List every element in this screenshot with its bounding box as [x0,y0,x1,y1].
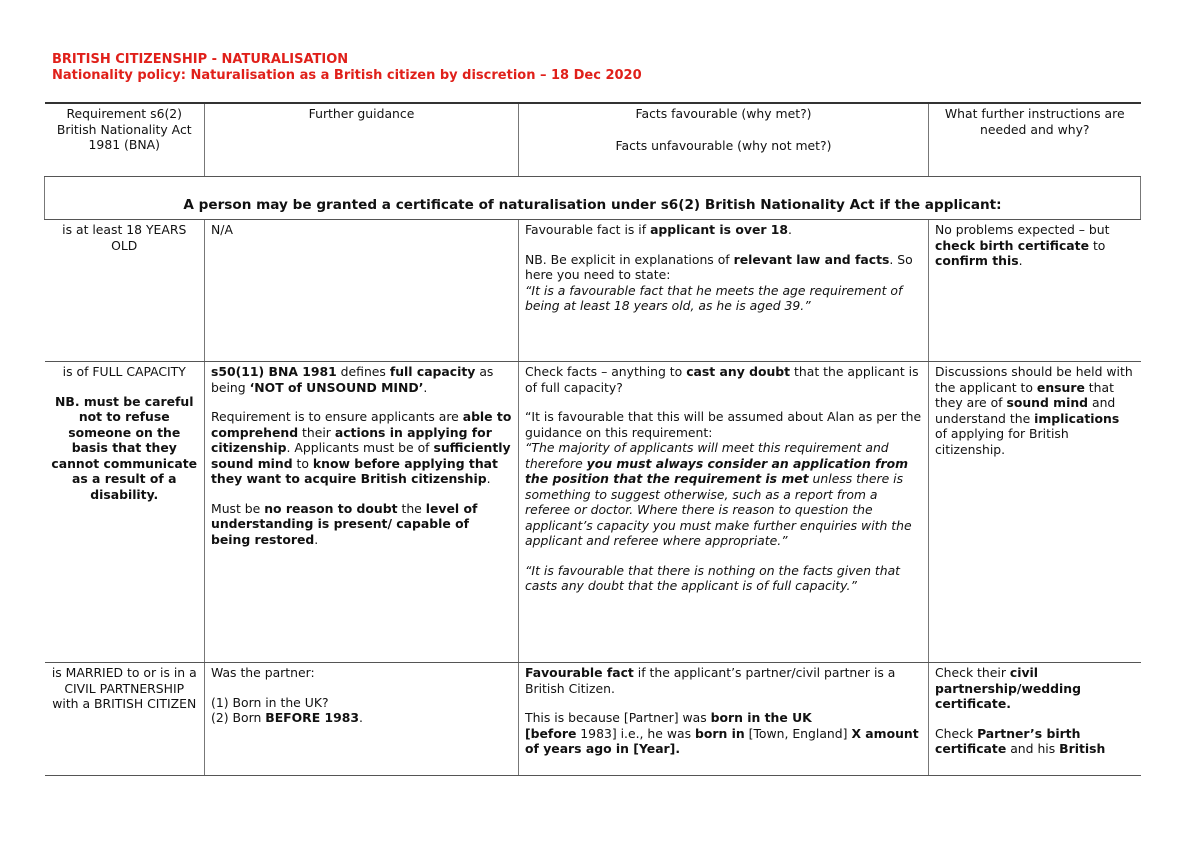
table-row-age [45,220,1141,362]
fm2-text-d: 1983] i.e., he was [576,725,695,741]
table-row-married [45,663,1141,776]
f2-italic-d: unless there is something to suggest otherwise, such as a report from a referee or doctor. Where there is reason to question the applicant’s capacity you must make further enquiries with the applicant and referee where appropriate.” [525,471,912,548]
i-text-e: and understand the [935,395,1116,426]
g2-text-c: their [298,424,335,440]
nb-age-line [525,252,922,283]
instr-age-bold1: check birth certificate [935,237,1089,253]
instr-age-text: No problems expected – but [935,222,1110,237]
instr-age-bold2: confirm this [935,253,1019,268]
requirement-age: is at least 18 YEARS OLD [45,220,205,362]
g1-text-b: defines [336,364,390,379]
table-row-capacity [45,362,1141,663]
g2-text-e: . Applicants must be of [286,440,434,455]
g2-bold-b: able to comprehend [211,409,512,440]
f2-text-a: “It is favourable that this will be assumed about Alan as per the guidance on this requirement: [525,409,922,440]
requirements-table [44,102,1141,776]
table-header-row [45,103,1141,177]
instr-age-line [935,222,1135,269]
gm-bold-b: BEFORE 1983 [265,710,359,725]
fm2-text-a: This is because [Partner] was [525,710,711,725]
fm2-bold-g: X amount of years ago in [Year]. [525,725,919,756]
f1-text-a: Check facts – anything to [525,364,687,379]
f3-italic: “It is favourable that there is nothing on the facts given that casts any doubt that the applicant is of full capacity.” [525,562,901,593]
quote-age-text: “It is a favourable fact that he meets the age requirement of being at least 18 years old, as he is aged 39.” [525,282,903,313]
guidance-age: N/A [205,220,519,362]
im2-text-c: and his [1006,741,1060,756]
requirement-married: is MARRIED to or is in a CIVIL PARTNERSHIP with a BRITISH CITIZEN [45,663,205,776]
i-text-a: Discussions should be held with the applicant to [935,364,1133,395]
title-line-2: Nationality policy: Naturalisation as a British citizen by discretion – 18 Dec 2020 [52,68,642,83]
banner-text: A person may be granted a certificate of naturalisation under s6(2) British Nationality Act if the applicant: [183,197,1002,214]
header-requirement: Requirement s6(2) British Nationality Act 1981 (BNA) [45,103,205,177]
g3-end: . [314,531,319,547]
instr-capacity-line [935,364,1135,457]
guidance-capacity-p3 [211,501,512,548]
guidance-married-item1: (1) Born in the UK? [211,694,329,710]
header-facts [519,103,929,177]
document-title [52,52,642,84]
requirement-capacity [45,362,205,663]
g2-bold-f: sufficiently sound mind [211,440,511,471]
nb-age-end: . So here you need to state: [525,251,913,282]
fm2-text-f: [Town, England] [744,725,852,741]
im2-text-a: Check [935,725,978,741]
g1-text-d: as being [211,364,494,395]
g3-bold-b: no reason to doubt [264,500,398,516]
fm2-bold-e: born in [694,725,745,741]
gm-text-a: (2) Born [211,710,266,725]
g2-text-a: Requirement is to ensure applicants are [211,409,463,424]
i-bold-f: implications [1034,410,1120,426]
header-guidance: Further guidance [205,103,519,177]
guidance-married-item2 [211,710,512,726]
f2-italic-b: “The majority of applicants will meet this requirement and therefore [525,440,889,471]
title-line-1: BRITISH CITIZENSHIP - NATURALISATION [52,52,349,67]
fm1-text-b: if the applicant’s partner/civil partner is a British Citizen. [525,665,896,696]
fm1-bold-a: Favourable fact [525,665,634,680]
fav-age-end: . [788,222,792,237]
facts-capacity [519,362,929,663]
guidance-capacity-p1 [211,364,512,395]
f1-bold-b: cast any doubt [686,364,791,379]
i-bold-b: ensure [1036,379,1085,395]
fav-age-bold: applicant is over 18 [650,222,789,237]
fm2-bold-b: born in the UK [710,710,812,725]
fav-age-line [525,222,922,238]
header-instructions: What further instructions are needed and why? [929,103,1141,177]
f2-bold-italic-c: you must always consider an application from the position that the requirement is met [525,455,909,486]
header-unfavourable: Facts unfavourable (why not met?) [615,137,832,153]
f1-text-c: that the applicant is of full capacity? [525,364,919,395]
g3-bold-d: level of understanding is present/ capable of being restored [211,500,478,547]
banner-cell [45,177,1141,220]
g3-text-a: Must be [211,500,265,516]
g1-bold-e: ‘NOT of UNSOUND MIND’ [249,379,424,395]
instr-age-end: . [1018,253,1023,268]
facts-capacity-p2 [525,409,922,549]
g1-bold-c: full capacity [389,364,476,379]
facts-capacity-p3 [525,563,922,594]
instr-married-p2 [935,726,1135,757]
g2-end: . [486,471,491,486]
facts-married [519,663,929,776]
i-text-g: of applying for British citizenship. [935,426,1069,457]
fav-age-text: Favourable fact is if [525,222,651,237]
i-bold-d: sound mind [1006,395,1089,410]
nb-age-text: NB. Be explicit in explanations of [525,251,734,267]
banner-row [45,177,1141,220]
header-favourable: Facts favourable (why met?) [635,106,812,121]
guidance-capacity [205,362,519,663]
requirement-capacity-title: is of FULL CAPACITY [62,364,186,379]
nb-age-bold: relevant law and facts [733,251,890,267]
requirement-capacity-note: NB. must be careful not to refuse someone on the basis that they cannot communicate as a result of a disability. [51,393,198,502]
facts-capacity-p1 [525,364,922,395]
g1-bold-a: s50(11) BNA 1981 [211,364,337,379]
instructions-capacity [929,362,1141,663]
instructions-married [929,663,1141,776]
guidance-married-intro: Was the partner: [211,665,315,680]
g2-bold-d: actions in applying for citizenship [211,424,492,455]
fm2-bold-c: [before [525,725,577,741]
guidance-married [205,663,519,776]
instr-age-text2: to [1089,237,1106,253]
im2-bold-d: British [1059,741,1106,756]
g3-text-c: the [397,500,426,516]
g1-end: . [423,379,428,395]
facts-married-p1 [525,665,922,696]
facts-married-p2 [525,710,922,757]
im2-bold-b: Partner’s birth certificate [935,725,1081,756]
facts-age [519,220,929,362]
im1-bold-b: civil partnership/wedding certificate. [935,665,1081,711]
gm-end: . [358,710,363,725]
quote-age [525,283,922,314]
i-text-c: that they are of [935,379,1114,410]
g2-text-g: to [292,455,313,471]
instructions-age [929,220,1141,362]
instr-married-p1 [935,665,1135,712]
guidance-capacity-p2 [211,409,512,487]
g2-bold-h: know before applying that they want to acquire British citizenship [211,455,498,486]
im1-text-a: Check their [935,665,1010,680]
